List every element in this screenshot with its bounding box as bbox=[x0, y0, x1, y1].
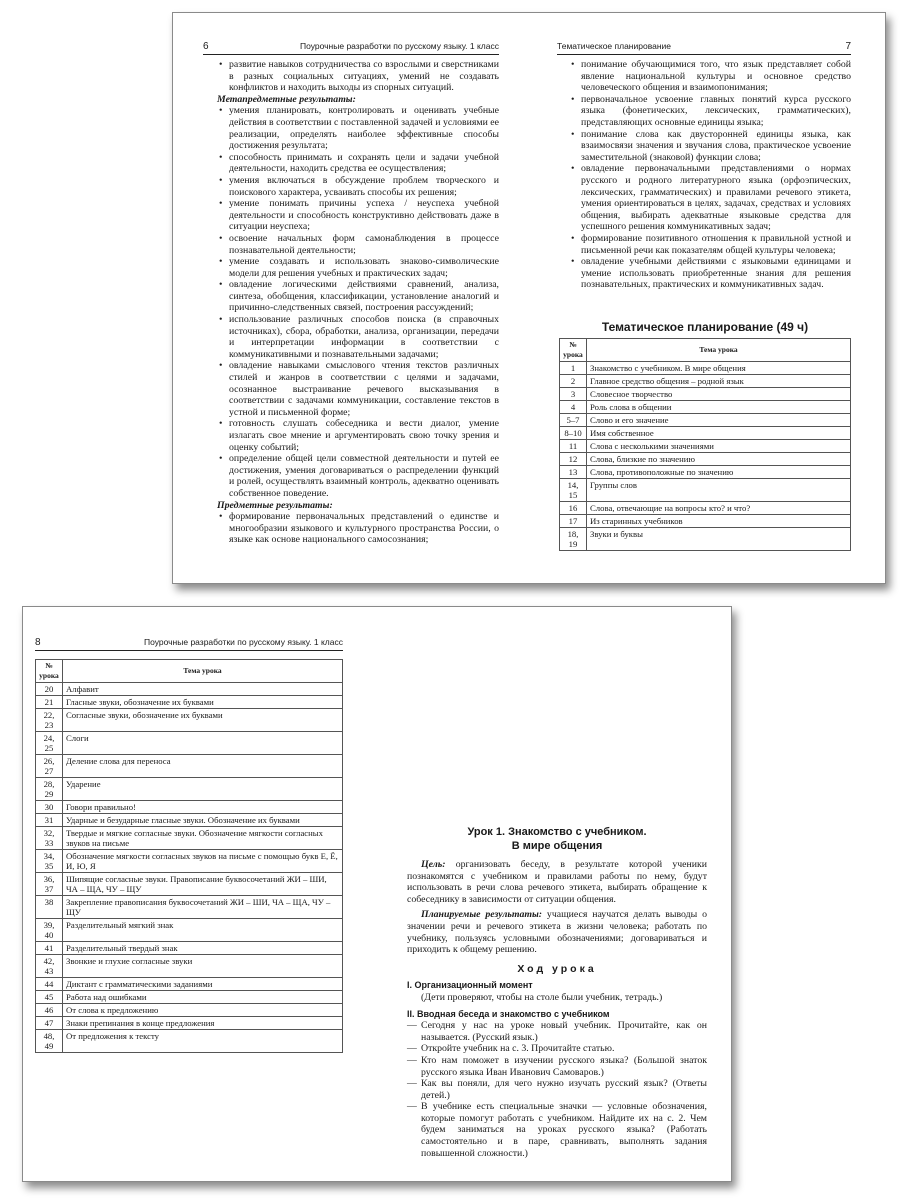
lesson-text bbox=[407, 825, 707, 1159]
lesson-num: 14, 15 bbox=[560, 479, 587, 502]
lesson-topic: Слова, отвечающие на вопросы кто? и что? bbox=[587, 502, 851, 515]
table-header-row bbox=[560, 339, 851, 362]
lesson-topic: Твердые и мягкие согласные звуки. Обозначение мягкости согласных звуков на письме bbox=[63, 827, 343, 850]
lesson-num: 17 bbox=[560, 515, 587, 528]
lesson-topic: Говори правильно! bbox=[63, 801, 343, 814]
page-text bbox=[569, 59, 851, 291]
table-row bbox=[36, 709, 343, 732]
table-row bbox=[560, 362, 851, 375]
table-row bbox=[560, 427, 851, 440]
list-item: • формирование позитивного отношения к правильной устной и письменной речи как показателям общей культуры человека; bbox=[569, 233, 851, 256]
goal-text: организовать беседу, в результате которой ученики познакомятся с учебником и правилами работы по нему, будут использовать в речи слова речевого этикета, выбирать обращение к собеседнику в зависимости от ситуации общения. bbox=[407, 859, 707, 905]
dialog-line: — В учебнике есть специальные значки — условные обозначения, которые помогут работать с учебником. Найдите их на с. 2. Чем будем заниматься на уроках русского языка? (Работать самостоятельно и в паре, сравнивать, выполнять задания повышенной сложности.) bbox=[407, 1101, 707, 1159]
header-title: Поурочные разработки по русскому языку. 1 класс bbox=[299, 41, 499, 51]
lesson-topic: Разделительный твердый знак bbox=[63, 942, 343, 955]
lesson-plan-table bbox=[559, 338, 851, 551]
list-item: • овладение учебными действиями с языковыми единицами и умение использовать приобретенные знания для решения познавательных, практических и коммуникативных задач. bbox=[569, 256, 851, 291]
lesson-num: 11 bbox=[560, 440, 587, 453]
table-row bbox=[36, 955, 343, 978]
running-header bbox=[203, 41, 499, 55]
goal-paragraph bbox=[407, 859, 707, 905]
results-paragraph bbox=[407, 909, 707, 955]
lesson-topic: Алфавит bbox=[63, 683, 343, 696]
table-row bbox=[560, 453, 851, 466]
page-9 bbox=[377, 607, 731, 1181]
table-row bbox=[560, 388, 851, 401]
list-item: • готовность слушать собеседника и вести диалог, умение излагать свое мнение и аргументировать свою точку зрения и оценку событий; bbox=[217, 418, 499, 453]
table-row bbox=[36, 696, 343, 709]
table-row bbox=[36, 896, 343, 919]
results-label: Планируемые результаты: bbox=[421, 909, 543, 921]
header-title: Поурочные разработки по русскому языку. 1 класс bbox=[143, 637, 343, 647]
lesson-topic: Согласные звуки, обозначение их буквами bbox=[63, 709, 343, 732]
lesson-num: 21 bbox=[36, 696, 63, 709]
lesson-num: 47 bbox=[36, 1017, 63, 1030]
lesson-num: 32, 33 bbox=[36, 827, 63, 850]
lesson-topic: Слово и его значение bbox=[587, 414, 851, 427]
list-item: • понимание обучающимися того, что язык представляет собой явление национальной культуры и основное средство человеческого общения и взаимопонимания; bbox=[569, 59, 851, 94]
section-text: (Дети проверяют, чтобы на столе были учебник, тетрадь.) bbox=[421, 991, 663, 1003]
lesson-num: 48, 49 bbox=[36, 1030, 63, 1053]
lesson-num: 2 bbox=[560, 375, 587, 388]
table-row bbox=[36, 1017, 343, 1030]
page-6 bbox=[173, 13, 529, 583]
lesson-topic: Звуки и буквы bbox=[587, 528, 851, 551]
list-item: • умения включаться в обсуждение проблем творческого и поискового характера, усваивать способы их решения; bbox=[217, 175, 499, 198]
lesson-subtitle: В мире общения bbox=[511, 840, 603, 852]
lesson-topic: Из старинных учебников bbox=[587, 515, 851, 528]
page-7 bbox=[529, 13, 885, 583]
list-item: • освоение начальных форм самонаблюдения в процессе познавательной деятельности; bbox=[217, 233, 499, 256]
lesson-topic: Шипящие согласные звуки. Правописание буквосочетаний ЖИ – ШИ, ЧА – ЩА, ЧУ – ЩУ bbox=[63, 873, 343, 896]
lesson-topic: Слова с несколькими значениями bbox=[587, 440, 851, 453]
lesson-num: 34, 35 bbox=[36, 850, 63, 873]
lesson-topic: Разделительный мягкий знак bbox=[63, 919, 343, 942]
section-heading: I. Организационный момент bbox=[407, 980, 533, 991]
lesson-num: 5–7 bbox=[560, 414, 587, 427]
lesson-topic: Ударение bbox=[63, 778, 343, 801]
lesson-num: 24, 25 bbox=[36, 732, 63, 755]
lesson-topic: Слова, близкие по значению bbox=[587, 453, 851, 466]
table-row bbox=[560, 528, 851, 551]
table-row bbox=[560, 401, 851, 414]
table-row bbox=[36, 683, 343, 696]
table-row bbox=[560, 502, 851, 515]
lesson-num: 12 bbox=[560, 453, 587, 466]
table-row bbox=[560, 479, 851, 502]
list-item: • понимание слова как двусторонней единицы языка, как взаимосвязи значения и звучания слова, практическое усвоение заместительной (знаковой) функции слова; bbox=[569, 129, 851, 164]
list-item: • овладение навыками смыслового чтения текстов различных стилей и жанров в соответствии с целями и задачами, осознанное выстраивание речевого высказывания в соответствии с задачами коммуникации, составление текстов в устной и письменной форме; bbox=[217, 360, 499, 418]
lesson-topic: Звонкие и глухие согласные звуки bbox=[63, 955, 343, 978]
lesson-topic: Знаки препинания в конце предложения bbox=[63, 1017, 343, 1030]
lesson-num: 44 bbox=[36, 978, 63, 991]
bullet-list bbox=[569, 59, 851, 291]
lesson-num: 45 bbox=[36, 991, 63, 1004]
lesson-topic: Словесное творчество bbox=[587, 388, 851, 401]
list-item: • умения планировать, контролировать и оценивать учебные действия в соответствии с поставленной задачей и условиями ее реализации, определять наиболее эффективные способы достижения результата; bbox=[217, 105, 499, 151]
table-row bbox=[36, 755, 343, 778]
lesson-num: 16 bbox=[560, 502, 587, 515]
dialog-list bbox=[407, 1020, 707, 1159]
page-number: 7 bbox=[845, 41, 851, 52]
table-row bbox=[36, 827, 343, 850]
table-row bbox=[36, 978, 343, 991]
lesson-topic: От предложения к тексту bbox=[63, 1030, 343, 1053]
lesson-topic: Роль слова в общении bbox=[587, 401, 851, 414]
lesson-plan-table bbox=[35, 659, 343, 1053]
results-text: учащиеся научатся делать выводы о значении речи и речевого этикета в жизни человека; работать по учебнику, пользуясь условными обозначениями; договариваться и приходить к общему решению. bbox=[407, 909, 707, 956]
bullet-list bbox=[217, 511, 499, 546]
lesson-topic: От слова к предложению bbox=[63, 1004, 343, 1017]
lesson-num: 38 bbox=[36, 896, 63, 919]
lesson-topic: Закрепление правописания буквосочетаний ЖИ – ШИ, ЧА – ЩА, ЧУ – ЩУ bbox=[63, 896, 343, 919]
list-item: • способность принимать и сохранять цели и задачи учебной деятельности, находить средства ее осуществления; bbox=[217, 152, 499, 175]
table-row bbox=[36, 873, 343, 896]
lesson-num: 28, 29 bbox=[36, 778, 63, 801]
lesson-topic: Главное средство общения – родной язык bbox=[587, 375, 851, 388]
column-header-num: № урока bbox=[36, 660, 63, 683]
list-item: • овладение первоначальными представлениями о нормах русского и родного литературного языка (орфоэпических, лексических, грамматических) и правилами речевого этикета, умения ориентироваться в целях, задачах, средствах и условиях общения, выбирать адекватные языковые средства для успешного решения коммуникативных задач; bbox=[569, 163, 851, 233]
section-heading: II. Вводная беседа и знакомство с учебником bbox=[407, 1008, 610, 1019]
dialog-line: — Кто нам поможет в изучении русского языка? (Большой знаток русского языка Иван Иванович Самоваров.) bbox=[407, 1055, 707, 1078]
lesson-num: 13 bbox=[560, 466, 587, 479]
bullet-list bbox=[217, 59, 499, 94]
lesson-progress-heading: Ход урока bbox=[517, 962, 597, 975]
table-row bbox=[36, 732, 343, 755]
column-header-topic: Тема урока bbox=[587, 339, 851, 362]
lesson-num: 31 bbox=[36, 814, 63, 827]
lesson-num: 36, 37 bbox=[36, 873, 63, 896]
lesson-num: 1 bbox=[560, 362, 587, 375]
section-subtitle: Предметные результаты: bbox=[217, 499, 333, 511]
list-item: • развитие навыков сотрудничества со взрослыми и сверстниками в разных социальных ситуациях, умений не создавать конфликтов и находить выходы из спорных ситуаций. bbox=[217, 59, 499, 94]
goal-label: Цель: bbox=[421, 859, 446, 870]
lesson-num: 8–10 bbox=[560, 427, 587, 440]
header-title: Тематическое планирование bbox=[557, 41, 672, 51]
plan-title: Тематическое планирование (49 ч) bbox=[601, 320, 809, 334]
lesson-topic: Работа над ошибками bbox=[63, 991, 343, 1004]
table-row bbox=[36, 991, 343, 1004]
lesson-title: Урок 1. Знакомство с учебником. bbox=[467, 826, 647, 838]
list-item: • использование различных способов поиска (в справочных источниках), сбора, обработки, анализа, организации, передачи и интерпретации информации в соответствии с коммуникативными и познавательными задачами; bbox=[217, 314, 499, 360]
table-row bbox=[36, 801, 343, 814]
page-text bbox=[217, 59, 499, 546]
lesson-num: 20 bbox=[36, 683, 63, 696]
lesson-topic: Обозначение мягкости согласных звуков на письме с помощью букв Е, Ё, И, Ю, Я bbox=[63, 850, 343, 873]
table-row bbox=[36, 814, 343, 827]
page-number: 6 bbox=[203, 41, 209, 52]
column-header-num: № урока bbox=[560, 339, 587, 362]
list-item: • первоначальное усвоение главных понятий курса русского языка (фонетических, лексических, грамматических), представляющих основные единицы языка; bbox=[569, 94, 851, 129]
column-header-topic: Тема урока bbox=[63, 660, 343, 683]
table-row bbox=[36, 942, 343, 955]
table-row bbox=[36, 919, 343, 942]
table-header-row bbox=[36, 660, 343, 683]
list-item: • формирование первоначальных представлений о единстве и многообразии языкового и культурного пространства России, о языке как основе национального самосознания; bbox=[217, 511, 499, 546]
list-item: • определение общей цели совместной деятельности и путей ее достижения, умения договариваться о распределении функций и ролей, осуществлять взаимный контроль, адекватно оценивать собственное поведение. bbox=[217, 453, 499, 499]
lesson-num: 3 bbox=[560, 388, 587, 401]
lesson-num: 18, 19 bbox=[560, 528, 587, 551]
lesson-topic: Слоги bbox=[63, 732, 343, 755]
lesson-num: 26, 27 bbox=[36, 755, 63, 778]
running-header bbox=[557, 41, 851, 55]
book-spread-pages-6-7 bbox=[172, 12, 886, 584]
table-row bbox=[560, 440, 851, 453]
page-number: 8 bbox=[35, 637, 41, 648]
bullet-list bbox=[217, 105, 499, 499]
lesson-topic: Слова, противоположные по значению bbox=[587, 466, 851, 479]
table-row bbox=[36, 1030, 343, 1053]
lesson-num: 4 bbox=[560, 401, 587, 414]
lesson-topic: Знакомство с учебником. В мире общения bbox=[587, 362, 851, 375]
lesson-topic: Ударные и безударные гласные звуки. Обозначение их буквами bbox=[63, 814, 343, 827]
table-row bbox=[560, 414, 851, 427]
list-item: • умение понимать причины успеха / неуспеха учебной деятельности и способность конструктивно действовать даже в ситуации неуспеха; bbox=[217, 198, 499, 233]
lesson-topic: Группы слов bbox=[587, 479, 851, 502]
page-8 bbox=[23, 607, 377, 1181]
lesson-num: 30 bbox=[36, 801, 63, 814]
table-row bbox=[560, 375, 851, 388]
book-spread-pages-8-9 bbox=[22, 606, 732, 1182]
dialog-line: — Сегодня у нас на уроке новый учебник. Прочитайте, как он называется. (Русский язык.) bbox=[407, 1020, 707, 1043]
dialog-line: — Как вы поняли, для чего нужно изучать русский язык? (Ответы детей.) bbox=[407, 1078, 707, 1101]
list-item: • овладение логическими действиями сравнений, анализа, синтеза, обобщения, классификации, установление аналогий и причинно-следственных связей, построения рассуждений; bbox=[217, 279, 499, 314]
table-row bbox=[36, 778, 343, 801]
dialog-line: — Откройте учебник на с. 3. Прочитайте статью. bbox=[407, 1043, 707, 1055]
lesson-topic: Деление слова для переноса bbox=[63, 755, 343, 778]
running-header bbox=[35, 637, 343, 651]
list-item: • умение создавать и использовать знаково-символические модели для решения учебных и практических задач; bbox=[217, 256, 499, 279]
table-row bbox=[560, 515, 851, 528]
table-row bbox=[560, 466, 851, 479]
section-subtitle: Метапредметные результаты: bbox=[217, 93, 356, 105]
lesson-num: 42, 43 bbox=[36, 955, 63, 978]
table-row bbox=[36, 1004, 343, 1017]
lesson-num: 22, 23 bbox=[36, 709, 63, 732]
lesson-num: 39, 40 bbox=[36, 919, 63, 942]
table-row bbox=[36, 850, 343, 873]
lesson-topic: Диктант с грамматическими заданиями bbox=[63, 978, 343, 991]
lesson-num: 41 bbox=[36, 942, 63, 955]
lesson-topic: Имя собственное bbox=[587, 427, 851, 440]
lesson-num: 46 bbox=[36, 1004, 63, 1017]
lesson-topic: Гласные звуки, обозначение их буквами bbox=[63, 696, 343, 709]
